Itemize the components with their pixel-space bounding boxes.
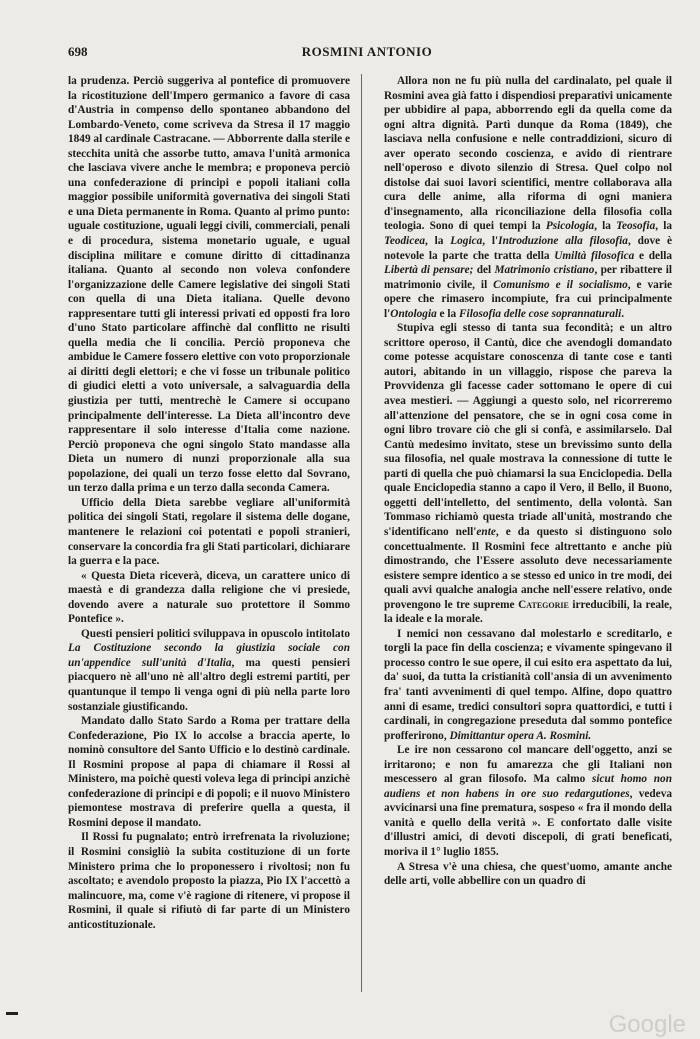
text-run: e la — [436, 307, 460, 320]
text-run: Categorie — [518, 598, 569, 611]
text-run: Il Rossi fu pugnalato; entrò irrefrenata la rivoluzione; il Rosmini consigliò la subita costituzione di un forte Ministero prima che lo proponessero i rivoltosi; non fu ascoltato; e avendolo proposto la piazza, Pio IX l'accettò a malincuore, ma, come v'è ragione di ritenere, vi propose il Rosmini, il quale si rifiutò di far parte di un Ministero anticostituzionale. — [68, 831, 350, 931]
text-run: , la — [594, 220, 617, 233]
text-run: Le ire non cessarono col mancare dell'oggetto, anzi se irritarono; e non fu amarezza che gli Italiani non mescessero al gran filosofo. Ma calmo — [384, 744, 672, 786]
paragraph — [68, 830, 350, 932]
text-run: Questi pensieri politici sviluppava in opuscolo intitolato — [81, 627, 350, 640]
paragraph — [68, 627, 350, 714]
text-run: Ufficio della Dieta sarebbe vegliare all'uniformità politica dei singoli Stati, regolare il sistema delle dogane, mantenere le relazioni coi potentati e popoli stranieri, conservare la concordia fra gli Stati particolari, dichiarare la guerra e la pace. — [68, 496, 350, 568]
text-run: , dove è notevole la parte che tratta della — [384, 235, 672, 262]
paragraph — [384, 860, 672, 889]
italic-title: Teosofia — [616, 220, 656, 233]
text-run: , la — [425, 235, 451, 248]
text-run: , e varie opere che rimasero incompiute, fra cui principalmente l' — [384, 278, 672, 320]
italic-title: Logica — [450, 235, 483, 248]
italic-title: Psicologia — [545, 220, 595, 233]
italic-title: Teodicea — [384, 235, 425, 248]
paragraph — [68, 569, 350, 627]
text-run: Stupiva egli stesso di tanta sua fecondità; e un altro scrittore operoso, il Cantù, dice che avendogli domandato come potesse acquistare conoscenza di tante cose e tanti autori, abitando in un villaggio, rispose che pareva la Provvidenza gli facesse cader sottomano le opere di cui avea mestieri. — Aggiungi a questo solo, nel ricorreremo all'attenzione del pensatore, che se in ogni cosa come in ogni libro trovare ciò che gli si confà, e assimilarselo. Dal Cantù medesimo invitato, stese un brevissimo sunto della sua filosofia, nel quale mostrava la connessione di tutte le parti di quella che può chiamarsi la sua Enciclopedia. Della quale Enciclopedia stanno a capo il Vero, il Bello, il Buono, oggetti dell'intelletto, del sentimento, della volontà. San Tommaso richiamò questa triade all'unità, mostrando che s'identificano nell' — [384, 322, 672, 538]
text-run: del — [473, 264, 495, 277]
italic-title: Ontologia — [390, 307, 437, 320]
italic-title: Filosofia delle cose soprannaturali — [459, 307, 622, 320]
text-run: la prudenza. Perciò suggeriva al pontefice di promuovere la ricostituzione dell'Impero germanico a favore di casa d'Austria in compenso dello spontaneo abbandono del Lombardo-Veneto, come scriveva da Stresa il 17 maggio 1849 al cardinale Castracane. — Abborrente dalla sterile e stecchita unità che assorbe tutto, amava l'unità armonica che lasciava vivere anche le membra; e proponeva perciò una confederazione di principi e popoli italiani colla maggior possibile uniformità governativa dei singoli Stati e una Dieta permanente in Roma. Quanto al primo punto: uguale costituzione, uguali leggi civili, commerciali, penali e di procedura, sistema monetario uguale, e ugual disciplina militare e comune diritto di cittadinanza italiana. Quanto al secondo non voleva confondere l'organizzazione delle Camere legislative dei singoli Stati con quella di una Dieta italiana. Quelle devono rappresentare tutti gli interessi privati ed opposti fra loro d'uno Stato particolare affinchè dal conflitto ne risulti quella media che li concilia. Perciò proponeva che ambidue le Camere fossero elettive con voto proporzionale ai diritti degli elettori; e che vi fosse un tribunale politico di giudici eletti a voto universale, a salvaguardia della giustizia per tutti, mentrechè le Camere si occupano principalmente dell'interesse. La Dieta all'incontro deve rappresentare il solo interesse d'Italia come nazione. Perciò proponeva che ogni singolo Stato mandasse alla Dieta un numero di nunzi proporzionale alla sua popolazione, dei quali un terzo fosse eletto dal Sovrano, un terzo dalla prima e un terzo dalla seconda Camera. — [68, 75, 350, 495]
text-run: « Questa Dieta riceverà, diceva, un carattere unico di maestà e di grandezza dalla religione che vi presiede, dovendo avere a naturale suo protettore il Sommo Pontefice ». — [68, 569, 350, 626]
italic-title: ente — [476, 525, 496, 538]
paragraph — [68, 714, 350, 830]
paragraph — [384, 321, 672, 626]
text-run: irreducibili, la reale, la ideale e la morale. — [384, 598, 672, 626]
watermark: Google — [608, 1011, 686, 1038]
text-run: , ma questi pensieri piacquero nè all'uno nè all'altro degli estremi partiti, per quantunque il tempo li venga ogni dì più nella parte loro sostanziale giustificando. — [68, 656, 350, 713]
margin-mark — [6, 1012, 18, 1015]
text-run: Mandato dallo Stato Sardo a Roma per trattare della Confederazione, Pio IX lo accolse a braccia aperte, lo nominò consultore del Santo Ufficio e lo destinò cardinale. Il Rosmini propose al papa di chiamare il Rossi al Ministero, ma poichè questi voleva lega di principi anzichè confederazione di principi e di popoli; e il nuovo Ministero piemontese mostrava di preferire quella a questa, il Rosmini depose il mandato. — [68, 715, 350, 829]
page-header — [68, 44, 666, 62]
paragraph — [384, 743, 672, 859]
text-run: . — [621, 307, 625, 320]
text-run: , l' — [482, 235, 499, 248]
right-column — [384, 74, 672, 889]
text-run: , vedeva avvicinarsi una fine prematura, sospeso « fra il mondo della vanità e quello della verità ». E confortato dalle visite d'illustri amici, di devoti discepoli, di grati beneficati, moriva il 1° luglio 1855. — [384, 787, 672, 858]
italic-title: Matrimonio cristiano — [494, 264, 595, 277]
paragraph — [384, 627, 672, 743]
running-head: ROSMINI ANTONIO — [301, 44, 433, 59]
text-run: , e da questo si distinguono solo concettualmente. Il Rosmini fece altrettanto e anche più dimostrando, che l'Essere assoluto deve necessariamente esistere sempre identico a se stesso ed unico in tre modi, dei quali avvi qualche analogia anche nell'essere relativo, onde provengono le tre supreme — [384, 525, 673, 611]
italic-title: Comunismo e il socialismo — [493, 278, 628, 291]
italic-title: Umiltà filosofica — [554, 249, 635, 262]
text-run: Allora non ne fu più nulla del cardinalato, pel quale il Rosmini avea già fatto i dispendiosi preparativi unicamente per ubbidire al papa, abborrendo egli da quella come da ogni altra dignità. Partì dunque da Roma (1849), che lasciava nella confusione e nelle contraddizioni, sicuro di aver operato secondo coscienza, e avido di rientrare nell'operoso e divoto silenzio di Stresa. Quel colpo nol distolse dai suoi lavori scientifici, mentre collaborava alla cura delle anime, alla riforma di ogni maniera d'insegnamento, alla riconciliazione della filosofia colla teologia. Sono di quei tempi la — [384, 75, 672, 233]
italic-title: Dimittantur opera A. Rosmini. — [449, 729, 592, 742]
column-divider — [361, 74, 362, 992]
paragraph — [384, 74, 672, 321]
text-run: , per ribattere il matrimonio civile, il — [384, 264, 672, 291]
text-run: , la — [655, 220, 672, 233]
italic-title: Libertà di pensare; — [384, 264, 474, 277]
italic-title: Introduzione alla filosofia — [498, 235, 628, 248]
text-run: I nemici non cessavano dal molestarlo e screditarlo, e torgli la pace fin della coscienza; e vivamente spingevano il processo contro le sue opere, il cui esito era aspettato da lui, da' suoi, da tutta la cristianità coll'ansia di un avvenimento fra' tanti avvenimenti di quel tempo. Alfine, dopo quattro anni di esame, tredici consultori sopra quattordici, e tutti i cardinali, in congregazione preseduta dal sommo pontefice profferirono, — [384, 627, 672, 742]
text-run: e della — [634, 249, 672, 262]
italic-title: La Costituzione secondo la giustizia sociale con un'appendice sull'unità d'Italia — [68, 642, 350, 669]
italic-title: sicut homo non audiens et non habens in ore suo redargutiones — [384, 773, 672, 800]
page-number: 698 — [68, 44, 88, 59]
text-run: A Stresa v'è una chiesa, che quest'uomo, amante anche delle arti, volle abbellire con un quadro di — [384, 860, 672, 888]
paragraph — [68, 496, 350, 569]
paragraph — [68, 74, 350, 496]
left-column — [68, 74, 350, 932]
